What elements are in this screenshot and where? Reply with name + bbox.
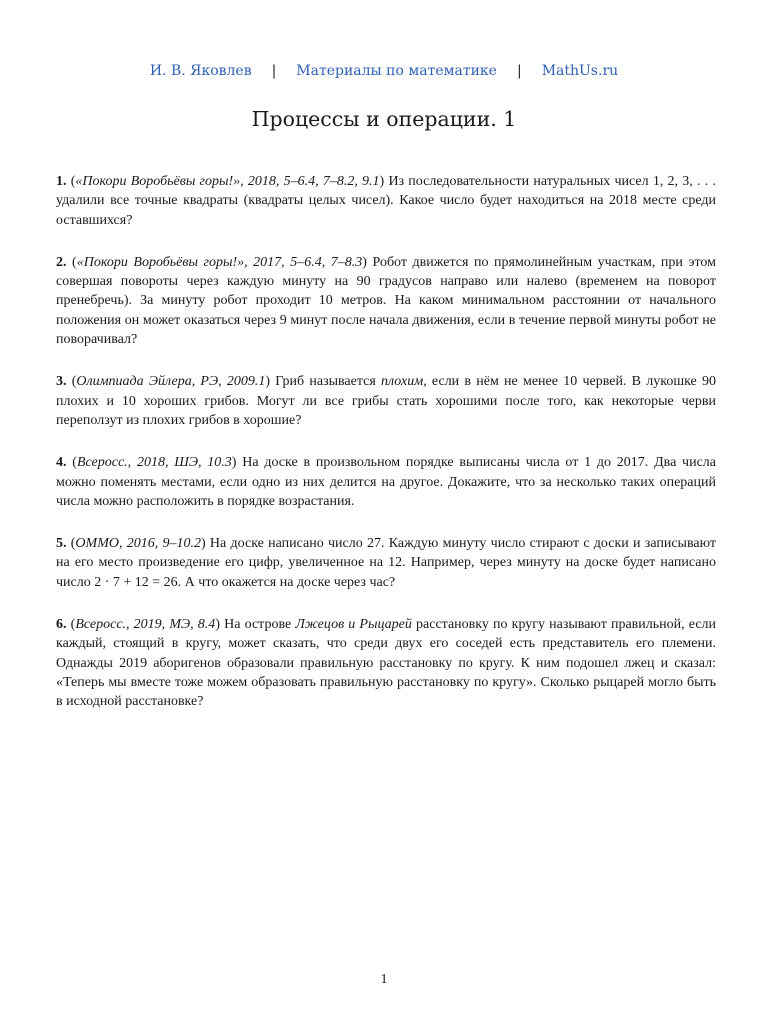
- problem-5: 5. (ОММО, 2016, 9–10.2) На доске написано число 27. Каждую минуту число стирают с доски и записывают на его место произведение его цифр, увеличенное на 12. Например, через минуту на доске будет написано число 2 · 7 + 12 = 26. А что окажется на доске через час?: [56, 536, 716, 590]
- problem-text: Из последовательности натуральных чисел 1, 2, 3, . . . удалили все точные квадраты (квадраты целых чисел). Какое число будет находиться на 2018 месте среди оставшихся?: [56, 174, 716, 228]
- problem-3: 3. (Олимпиада Эйлера, РЭ, 2009.1) Гриб называется плохим, если в нём не менее 10 червей. В лукошке 90 плохих и 10 хороших грибов. Могут ли все грибы стать хорошими после того, как некоторые черви переползут из плохих грибов в хорошие?: [56, 374, 716, 428]
- problem-source: ОММО, 2016, 9–10.2: [75, 536, 201, 552]
- problem-text: На доске в произвольном порядке выписаны числа от 1 до 2017. Два числа можно поменять местами, если одно из них делится на другое. Докажите, что за несколько таких операций числа можно расположить в порядке возрастания.: [56, 455, 717, 509]
- site-link[interactable]: MathUs.ru: [541, 63, 619, 79]
- author-link[interactable]: И. В. Яковлев: [149, 63, 252, 79]
- page-title: Процессы и операции. 1: [251, 107, 517, 131]
- problem-source: Всеросс., 2018, ШЭ, 10.3: [76, 455, 232, 471]
- problem-source: «Покори Воробьёвы горы!», 2018, 5–6.4, 7–8.2, 9.1: [75, 174, 380, 189]
- problem-2: 2. («Покори Воробьёвы горы!», 2017, 5–6.4, 7–8.3) Робот движется по прямолинейным участкам, при этом совершая повороты через каждую минуту на 90 градусов направо или налево (временем на поворот пренебречь). За минуту робот проходит 10 метров. На каком минимальном расстоянии от начального положения он может оказаться через 9 минут после начала движения, если в течение первой минуты робот не поворачивал?: [56, 254, 716, 348]
- problem-number: 3.: [56, 374, 67, 390]
- problem-text: На доске написано число 27. Каждую минуту число стирают с доски и записывают на его место произведение его цифр, увеличенное на 12. Например, через минуту на доске будет написано число 2 · 7 + 12 = 26. А что окажется на доске через час?: [56, 536, 716, 590]
- problem-number: 2.: [56, 254, 67, 270]
- problem-text: расстановку по кругу называют правильной, если каждый, стоящий в кругу, может сказать, что среди двух его соседей есть представитель его племени. Однажды 2019 аборигенов образовали правильную расстановку по кругу. К ним подошел лжец и сказал: «Теперь мы вместе тоже можем образовать правильную расстановку по кругу». Сколько рыцарей могло быть в исходной расстановке?: [56, 617, 717, 710]
- problem-text: На острове: [224, 617, 292, 633]
- problem-emphasis: плохим: [381, 374, 424, 390]
- header-separator: |: [271, 63, 277, 79]
- problem-source: Олимпиада Эйлера, РЭ, 2009.1: [76, 374, 266, 390]
- problem-number: 6.: [56, 617, 67, 633]
- problem-number: 1.: [56, 174, 67, 189]
- page-header: [0, 63, 768, 79]
- problem-text: , если в нём не менее 10 червей. В лукошке 90 плохих и 10 хороших грибов. Могут ли все грибы стать хорошими после того, как некоторые черви переползут из плохих грибов в хорошие?: [56, 374, 716, 428]
- page-number: 1: [380, 972, 388, 987]
- problem-4: 4. (Всеросс., 2018, ШЭ, 10.3) На доске в произвольном порядке выписаны числа от 1 до 2017. Два числа можно поменять местами, если одно из них делится на другое. Докажите, что за несколько таких операций числа можно расположить в порядке возрастания.: [56, 455, 717, 509]
- problem-6: 6. (Всеросс., 2019, МЭ, 8.4) На острове Лжецов и Рыцарей расстановку по кругу называют правильной, если каждый, стоящий в кругу, может сказать, что среди двух его соседей есть представитель его племени. Однажды 2019 аборигенов образовали правильную расстановку по кругу. К ним подошел лжец и сказал: «Теперь мы вместе тоже можем образовать правильную расстановку по кругу». Сколько рыцарей могло быть в исходной расстановке?: [56, 617, 717, 710]
- materials-link[interactable]: Материалы по математике: [296, 63, 497, 79]
- problem-text: Гриб называется: [275, 374, 376, 390]
- problem-number: 5.: [56, 536, 67, 552]
- problem-text: Робот движется по прямолинейным участкам, при этом совершая повороты через каждую минуту на 90 градусов направо или налево (временем на поворот пренебречь). За минуту робот проходит 10 метров. На каком минимальном расстоянии от начального положения он может оказаться через 9 минут после начала движения, если в течение первой минуты робот не поворачивал?: [56, 254, 716, 348]
- problem-number: 4.: [56, 455, 67, 471]
- header-separator: |: [516, 63, 522, 79]
- problem-source: «Покори Воробьёвы горы!», 2017, 5–6.4, 7–8.3: [76, 254, 363, 270]
- problem-source: Всеросс., 2019, МЭ, 8.4: [75, 617, 216, 633]
- problem-emphasis: Лжецов и Рыцарей: [295, 617, 412, 633]
- problem-list: [56, 172, 716, 735]
- problem-1: 1. («Покори Воробьёвы горы!», 2018, 5–6.4, 7–8.2, 9.1) Из последовательности натуральных чисел 1, 2, 3, . . . удалили все точные квадраты (квадраты целых чисел). Какое число будет находиться на 2018 месте среди оставшихся?: [56, 174, 716, 228]
